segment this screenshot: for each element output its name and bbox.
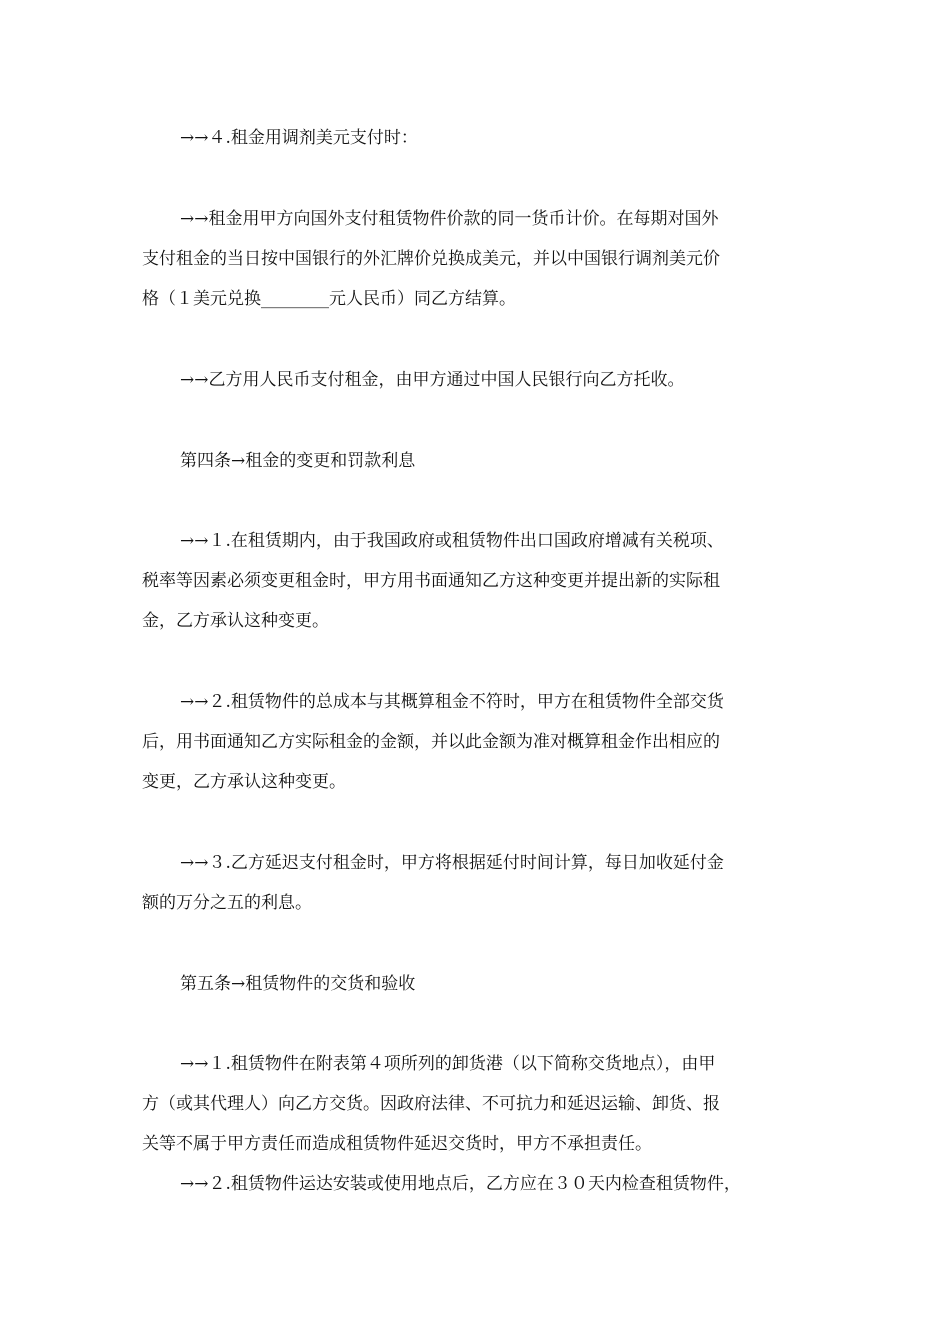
text-line: 方（或其代理人）向乙方交货。因政府法律、不可抗力和延迟运输、卸货、报: [142, 1094, 720, 1114]
text-line: →→４.租金用调剂美元支付时：: [180, 128, 418, 148]
clause-4-1-paragraph: [142, 521, 810, 641]
text-line: 额的万分之五的利息。: [142, 893, 312, 913]
clause-4-2-paragraph: [142, 682, 810, 802]
clause-3-4-paragraph: [142, 118, 810, 158]
clause-5-2-paragraph: [142, 1164, 810, 1204]
article-4-heading: [142, 441, 810, 481]
text-line: 税率等因素必须变更租金时，甲方用书面通知乙方这种变更并提出新的实际租: [142, 571, 720, 591]
article-5-heading: [142, 964, 810, 1004]
text-line: 金，乙方承认这种变更。: [142, 611, 329, 631]
heading-line: 第五条→租赁物件的交货和验收: [180, 974, 416, 994]
text-line: →→租金用甲方向国外支付租赁物件价款的同一货币计价。在每期对国外: [180, 209, 719, 229]
rmb-payment-paragraph: [142, 360, 810, 400]
text-line: →→乙方用人民币支付租金，由甲方通过中国人民银行向乙方托收。: [180, 370, 685, 390]
text-line: →→３.乙方延迟支付租金时，甲方将根据延付时间计算，每日加收延付金: [180, 853, 724, 873]
clause-3-4-detail-paragraph: [142, 199, 810, 319]
heading-line: 第四条→租金的变更和罚款利息: [180, 451, 416, 471]
text-line: 格（１美元兑换________元人民币）同乙方结算。: [142, 289, 516, 309]
clause-5-1-paragraph: [142, 1044, 810, 1164]
text-line: 变更，乙方承认这种变更。: [142, 772, 346, 792]
text-line: →→２.租赁物件的总成本与其概算租金不符时，甲方在租赁物件全部交货: [180, 692, 724, 712]
text-line: →→２.租赁物件运达安装或使用地点后，乙方应在３０天内检查租赁物件，: [180, 1174, 741, 1194]
text-line: →→１.在租赁期内，由于我国政府或租赁物件出口国政府增减有关税项、: [180, 531, 724, 551]
text-line: 后，用书面通知乙方实际租金的金额，并以此金额为准对概算租金作出相应的: [142, 732, 720, 752]
clause-4-3-paragraph: [142, 843, 810, 923]
text-line: →→１.租赁物件在附表第４项所列的卸货港（以下简称交货地点），由甲: [180, 1054, 716, 1074]
text-line: 关等不属于甲方责任而造成租赁物件延迟交货时，甲方不承担责任。: [142, 1134, 652, 1154]
text-line: 支付租金的当日按中国银行的外汇牌价兑换成美元，并以中国银行调剂美元价: [142, 249, 720, 269]
